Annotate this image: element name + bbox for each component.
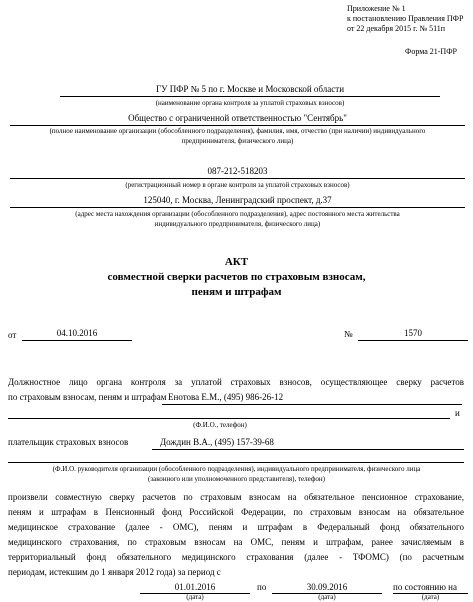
period-from-date: 01.01.2016 bbox=[174, 582, 216, 592]
registration-underline bbox=[10, 178, 465, 179]
document-title: АКТ bbox=[224, 256, 249, 268]
official-continuation-line bbox=[8, 418, 450, 419]
act-date-underline bbox=[22, 340, 132, 341]
payer-continuation-line bbox=[8, 462, 464, 463]
registration-caption: (регистрационный номер в органе контроля за уплатой страховых взносов) bbox=[125, 181, 350, 189]
state-label: по состоянию на bbox=[393, 582, 457, 592]
paragraph-line: пеням и штрафам в Пенсионный фонд Российской Федерации, по страховым взносам на обязательное bbox=[8, 507, 464, 517]
paragraph-line: медицинского страхования, по страховым взносам на ОМС, пеням и штрафам, ранее зачисляемым в bbox=[8, 537, 464, 547]
document-subtitle-2: пеням и штрафам bbox=[191, 286, 282, 298]
period-to-caption: (дата) bbox=[318, 593, 336, 601]
act-number-underline bbox=[358, 340, 468, 341]
organization-caption-1: (полное наименование организации (обособленного подразделения), фамилия, имя, отчество (при наличии) индивидуального bbox=[49, 127, 426, 135]
control-body-underline bbox=[60, 96, 440, 97]
date-label: от bbox=[8, 330, 17, 340]
payer-name-underline bbox=[152, 449, 464, 450]
period-from-caption: (дата) bbox=[186, 593, 204, 601]
payer-caption-2: (законного или уполномоченного представителя), телефон) bbox=[148, 475, 325, 483]
address-caption-1: (адрес места нахождения организации (обособленного подразделения), адрес постоянного места жительства bbox=[75, 210, 400, 218]
address: 125040, г. Москва, Ленинградский проспект, д.37 bbox=[143, 195, 332, 205]
period-to-label: по bbox=[257, 582, 267, 592]
act-date: 04.10.2016 bbox=[56, 328, 98, 338]
official-text-line-1: Должностное лицо органа контроля за уплатой страховых взносов, осуществляющее сверку расчетов bbox=[8, 377, 464, 387]
official-text-line-2: по страховым взносам, пеням и штрафам bbox=[8, 392, 167, 402]
organization-caption-2: предпринимателя, физического лица) bbox=[181, 137, 294, 145]
paragraph-line: медицинское страхование (далее - ОМС), пеням и штрафам в Федеральный фонд обязательного bbox=[8, 522, 464, 532]
state-date-caption: (дата) bbox=[421, 593, 440, 601]
payer-caption-1: (Ф.И.О. руководителя организации (обособленного подразделения), индивидуального предпринимателя, физического лица bbox=[52, 465, 421, 473]
address-caption-2: индивидуального предпринимателя, физического лица) bbox=[154, 220, 321, 228]
appendix-line-3: от 22 декабря 2015 г. № 511п bbox=[347, 24, 446, 33]
organization-underline bbox=[10, 125, 465, 126]
payer-name: Дождин В.А., (495) 157-39-68 bbox=[160, 437, 274, 447]
address-underline bbox=[10, 207, 465, 208]
period-to-date: 30.09.2016 bbox=[306, 582, 348, 592]
appendix-line-2: к постановлению Правления ПФР bbox=[347, 14, 464, 23]
official-caption: (Ф.И.О., телефон) bbox=[193, 421, 247, 429]
number-label: № bbox=[344, 329, 353, 339]
organization-name: Общество с ограниченной ответственностью "Сентябрь" bbox=[128, 113, 347, 123]
form-name: Форма 21-ПФР bbox=[405, 47, 457, 56]
payer-label: плательщик страховых взносов bbox=[8, 437, 129, 447]
and-word: и bbox=[455, 408, 460, 418]
paragraph-line: территориальный фонд обязательного медицинского страхования (далее - ТФОМС) (по расчетным bbox=[8, 552, 464, 562]
official-name-underline bbox=[162, 404, 462, 405]
control-body-caption: (наименование органа контроля за уплатой страховых взносов) bbox=[155, 99, 345, 107]
official-name: Енотова Е.М., (495) 986-26-12 bbox=[168, 392, 284, 402]
document-subtitle-1: совместной сверки расчетов по страховым взносам, bbox=[107, 271, 366, 283]
act-number: 1570 bbox=[404, 328, 422, 338]
paragraph-last-line: периодам, истекшим до 1 января 2012 года) за период с bbox=[8, 567, 221, 577]
paragraph-line: произвели совместную сверку расчетов по страховым взносам на обязательное пенсионное страхование, bbox=[8, 492, 464, 502]
control-body-name: ГУ ПФР № 5 по г. Москве и Московской области bbox=[155, 84, 345, 94]
registration-number: 087-212-518203 bbox=[207, 166, 268, 176]
appendix-line-1: Приложение № 1 bbox=[347, 4, 406, 13]
